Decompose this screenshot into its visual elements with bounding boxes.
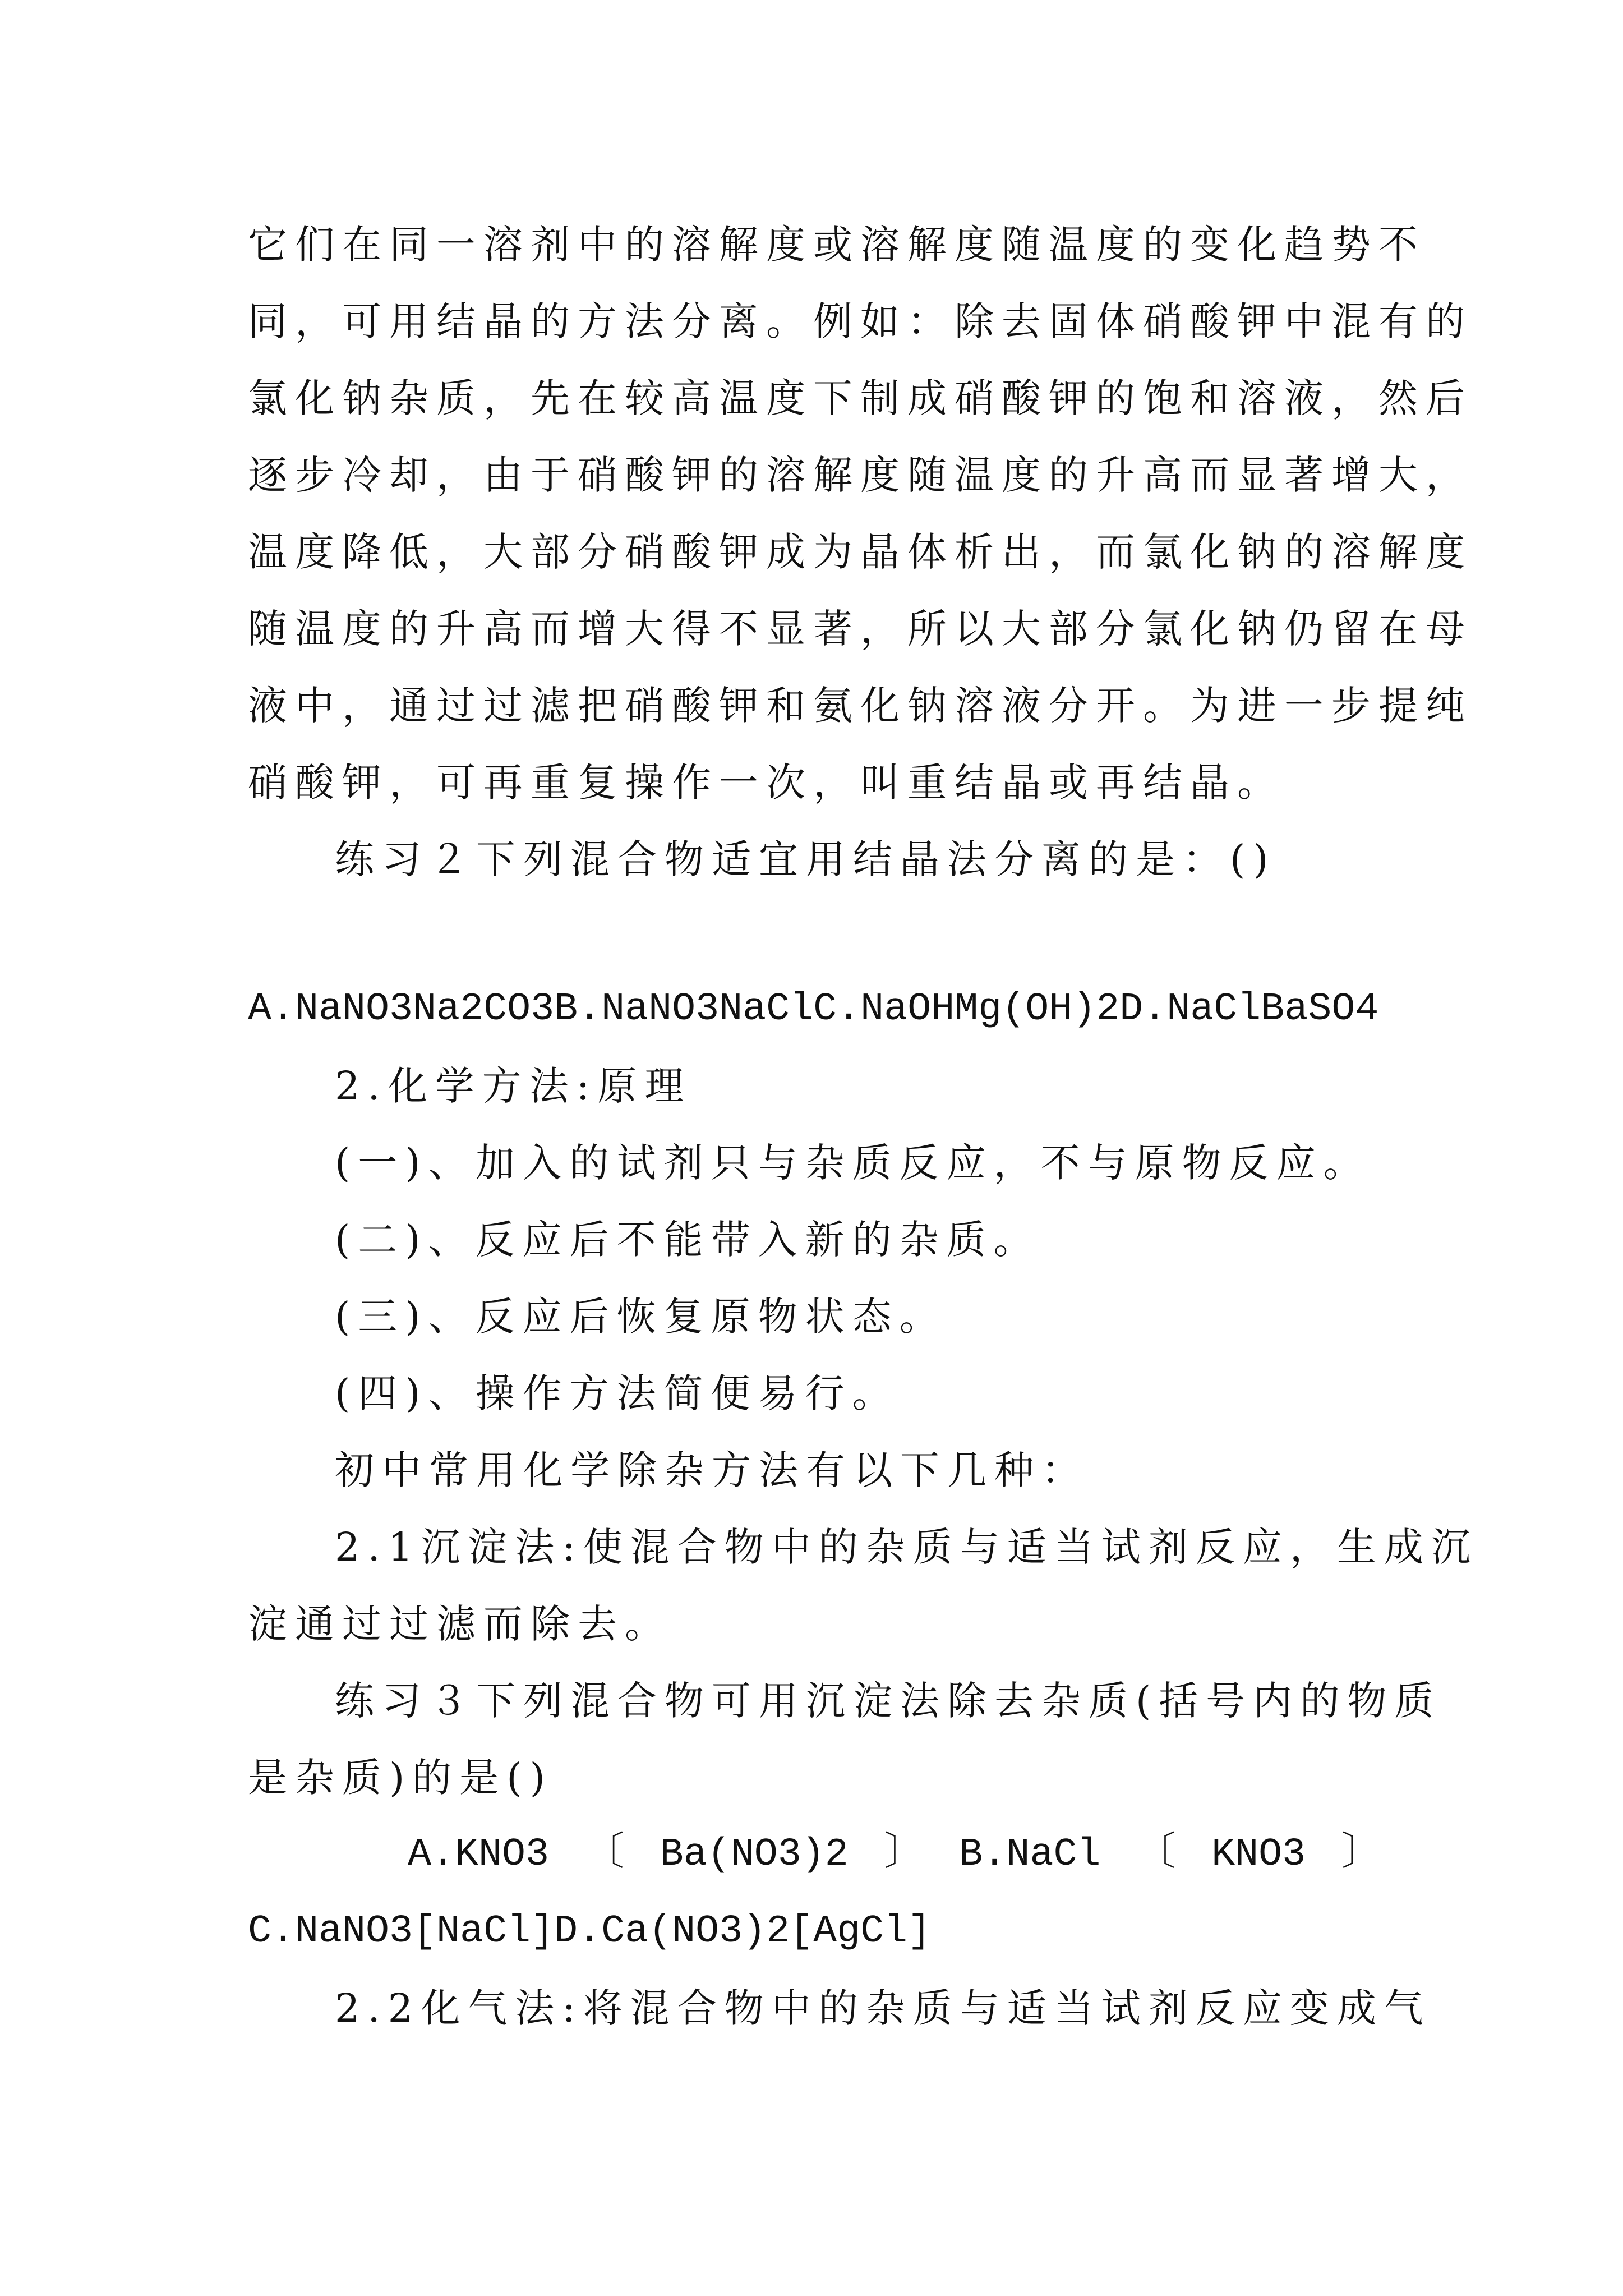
document-body [248, 206, 1478, 2047]
paragraph-line: 是杂质)的是() [248, 1755, 553, 1801]
paragraph-line: 逐步冷却，由于硝酸钾的溶解度随温度的升高而显著增大， [248, 452, 1473, 498]
principle-item: (一)、加入的试剂只与杂质反应，不与原物反应。 [335, 1140, 1371, 1186]
principle-item: (二)、反应后不能带入新的杂质。 [335, 1217, 1041, 1263]
option-a-label: A.KNO3 [408, 1833, 550, 1877]
bracket-close: 〕 [1341, 1833, 1381, 1877]
bracket-open: 〔 [1136, 1833, 1176, 1877]
exercise-3-question: 练习３下列混合物可用沉淀法除去杂质(括号内的物质 [335, 1678, 1442, 1724]
paragraph-line: 随温度的升高而增大得不显著，所以大部分氯化钠仍留在母 [248, 606, 1473, 652]
exercise-3-options-cd: C.NaNO3[NaCl]D.Ca(NO3)2[AgCl] [248, 1910, 932, 1954]
exercise-2-options: A.NaNO3Na2CO3B.NaNO3NaClC.NaOHMg(OH)2D.NaClBaSO4 [248, 987, 1379, 1032]
blank-gap [248, 898, 1381, 971]
bracket-close: 〕 [884, 1833, 924, 1877]
principle-item: (三)、反应后恢复原物状态。 [335, 1294, 947, 1340]
method-heading: 2.2化气法:将混合物中的杂质与适当试剂反应变成气 [335, 1985, 1431, 2031]
paragraph-line: 同，可用结晶的方法分离。例如：除去固体硝酸钾中混有的 [248, 298, 1473, 344]
section-heading: 2.化学方法:原理 [335, 1063, 692, 1109]
paragraph-line: 淀通过过滤而除去。 [248, 1601, 672, 1647]
method-heading: 2.1沉淀法:使混合物中的杂质与适当试剂反应，生成沉 [335, 1524, 1478, 1570]
paragraph-line: 液中，通过过滤把硝酸钾和氨化钠溶液分开。为进一步提纯 [248, 683, 1473, 729]
paragraph-line: 硝酸钾，可再重复操作一次，叫重结晶或再结晶。 [248, 760, 1284, 806]
paragraph-line: 初中常用化学除杂方法有以下几种： [335, 1447, 1089, 1493]
option-a-impurity: Ba(NO3)2 [660, 1833, 849, 1877]
paragraph-line: 温度降低，大部分硝酸钾成为晶体析出，而氯化钠的溶解度 [248, 529, 1473, 575]
exercise-3-options-ab [248, 1816, 1381, 1893]
bracket-open: 〔 [584, 1833, 624, 1877]
option-b-impurity: KNO3 [1211, 1833, 1306, 1877]
paragraph-line: 氯化钠杂质，先在较高温度下制成硝酸钾的饱和溶液，然后 [248, 375, 1473, 421]
paragraph-line: 它们在同一溶剂中的溶解度或溶解度随温度的变化趋势不 [248, 222, 1426, 268]
exercise-2-question: 练习２下列混合物适宜用结晶法分离的是：() [335, 836, 1276, 882]
principle-item: (四)、操作方法简便易行。 [335, 1370, 900, 1416]
option-b-label: B.NaCl [959, 1833, 1101, 1877]
